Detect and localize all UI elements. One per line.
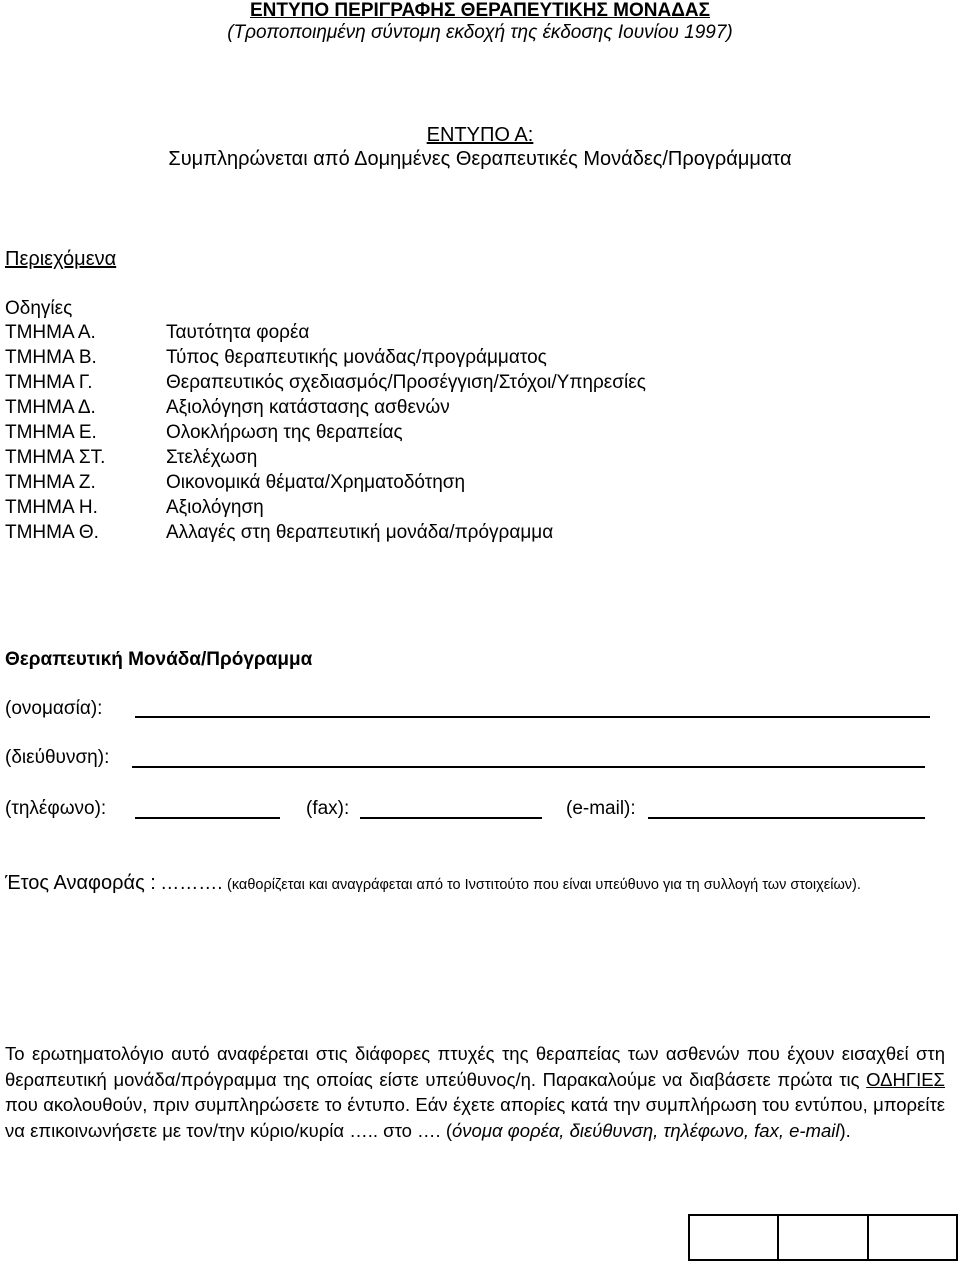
report-year-block bbox=[5, 871, 955, 898]
form-description: Συμπληρώνεται από Δομημένες Θεραπευτικές Μονάδες/Προγράμματα bbox=[168, 148, 792, 170]
instructions-paragraph bbox=[5, 1041, 945, 1143]
section-title: Οικονομικά θέματα/Χρηματοδότηση bbox=[166, 472, 466, 493]
section-title: Αλλαγές στη θεραπευτική μονάδα/πρόγραμμα bbox=[166, 522, 554, 543]
name-field[interactable] bbox=[135, 716, 930, 718]
phone-label: (τηλέφωνο): bbox=[5, 798, 107, 819]
document-title: ΕΝΤΥΠΟ ΠΕΡΙΓΡΑΦΗΣ ΘΕΡΑΠΕΥΤΙΚΗΣ ΜΟΝΑΔΑΣ bbox=[249, 0, 711, 21]
section-label: ΤΜΗΜΑ Η. bbox=[5, 497, 98, 518]
contents-heading: Περιεχόμενα bbox=[5, 248, 117, 270]
code-box-1[interactable] bbox=[690, 1216, 779, 1259]
section-title: Θεραπευτικός σχεδιασμός/Προσέγγιση/Στόχοι/Υπηρεσίες bbox=[166, 372, 646, 393]
document-subtitle: (Τροποποιημένη σύντομη εκδοχή της έκδοσης Ιουνίου 1997) bbox=[227, 22, 733, 43]
report-year-label: Έτος Αναφοράς : bbox=[5, 872, 156, 894]
instructions-text-3: ). bbox=[839, 1119, 851, 1141]
fax-field[interactable] bbox=[360, 817, 542, 819]
instructions-contact: όνομα φορέα, διεύθυνση, τηλέφωνο, fax, e-mail bbox=[452, 1119, 840, 1141]
address-label: (διεύθυνση): bbox=[5, 747, 110, 768]
fax-label: (fax): bbox=[306, 798, 350, 819]
instructions-text-1: Το ερωτηματολόγιο αυτό αναφέρεται στις διάφορες πτυχές της θεραπείας των ασθενών που έχουν εισαχθεί στη θεραπευτική μονάδα/πρόγραμμα της οποίας είστε υπεύθυνος/η. Παρακαλούμε να διαβάσετε πρώτα τις bbox=[5, 1043, 945, 1090]
email-label: (e-mail): bbox=[566, 798, 636, 819]
section-label: ΤΜΗΜΑ Α. bbox=[5, 322, 96, 343]
section-title: Ολοκλήρωση της θεραπείας bbox=[166, 422, 403, 443]
report-year-note: (καθορίζεται και αναγράφεται από το Ινστιτούτο που είναι υπεύθυνο για τη συλλογή των στοιχείων). bbox=[227, 877, 861, 893]
form-name: ΕΝΤΥΠΟ Α: bbox=[426, 124, 534, 146]
section-title: Ταυτότητα φορέα bbox=[166, 322, 310, 343]
section-label: ΤΜΗΜΑ ΣΤ. bbox=[5, 447, 106, 468]
report-year-value[interactable]: ………. bbox=[160, 873, 223, 894]
section-title: Αξιολόγηση bbox=[166, 497, 264, 518]
instructions-link-odigies: ΟΔΗΓΙΕΣ bbox=[866, 1068, 945, 1090]
section-label: ΤΜΗΜΑ Ζ. bbox=[5, 472, 96, 493]
code-box-3[interactable] bbox=[869, 1216, 956, 1259]
phone-field[interactable] bbox=[135, 817, 280, 819]
contents-intro: Οδηγίες bbox=[5, 298, 73, 319]
code-boxes bbox=[688, 1214, 958, 1261]
address-field[interactable] bbox=[132, 766, 925, 768]
code-box-2[interactable] bbox=[779, 1216, 868, 1259]
name-label: (ονομασία): bbox=[5, 698, 103, 719]
section-label: ΤΜΗΜΑ Δ. bbox=[5, 397, 96, 418]
section-title: Τύπος θεραπευτικής μονάδας/προγράμματος bbox=[166, 347, 547, 368]
email-field[interactable] bbox=[648, 817, 925, 819]
instructions-text-2: που ακολουθούν, πριν συμπληρώσετε το έντυπο. Εάν έχετε απορίες κατά την συμπλήρωση του εντύπου, μπορείτε να επικοινωνήσετε με τον/την κύριο/κυρία ….. στο …. ( bbox=[5, 1094, 945, 1141]
unit-heading: Θεραπευτική Μονάδα/Πρόγραμμα bbox=[5, 649, 313, 670]
section-label: ΤΜΗΜΑ Γ. bbox=[5, 372, 93, 393]
section-label: ΤΜΗΜΑ Ε. bbox=[5, 422, 97, 443]
section-title: Στελέχωση bbox=[166, 447, 258, 468]
section-label: ΤΜΗΜΑ Θ. bbox=[5, 522, 99, 543]
section-label: ΤΜΗΜΑ Β. bbox=[5, 347, 97, 368]
section-title: Αξιολόγηση κατάστασης ασθενών bbox=[166, 397, 450, 418]
